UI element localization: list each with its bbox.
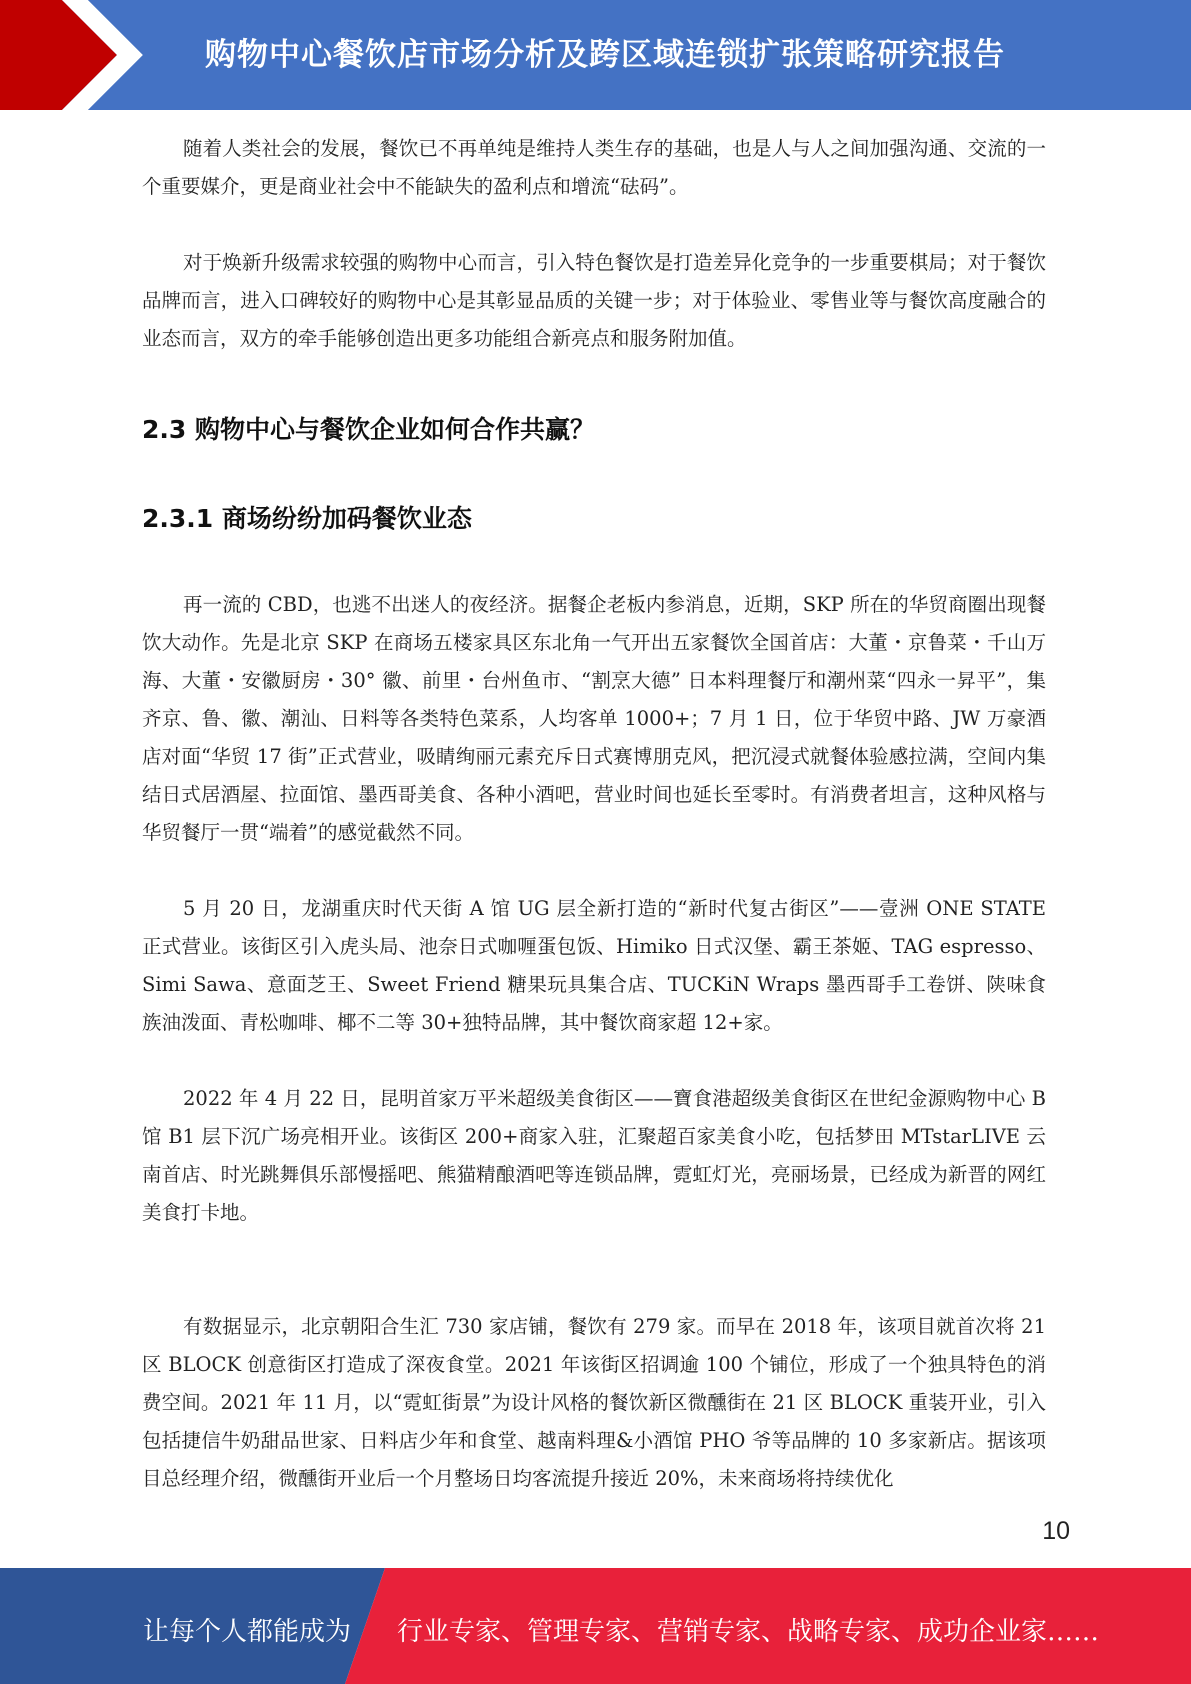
section-heading-2-3-1: 2.3.1 商场纷纷加码餐饮业态 — [142, 504, 472, 533]
paragraph-longfor: 5 月 20 日，龙湖重庆时代天街 A 馆 UG 层全新打造的“新时代复古街区”——壹洲 ONE STATE 正式营业。该街区引入虎头局、池奈日式咖喱蛋包饭、Himiko 日式汉堡、霸王茶姬、TAG espresso、Simi Sawa、意面芝王、Sweet Friend 糖果玩具集合店、TUCKiN Wraps 墨西哥手工卷饼、陕味食族油泼面、青松咖啡、椰不二等 30+独特品牌，其中餐饮商家超 12+家。 — [142, 897, 1046, 1034]
section-heading-2-3: 2.3 购物中心与餐饮企业如何合作共赢？ — [142, 415, 595, 444]
paragraph-kunming: 2022 年 4 月 22 日，昆明首家万平米超级美食街区——寶食港超级美食街区在世纪金源购物中心 B 馆 B1 层下沉广场亮相开业。该街区 200+商家入驻，汇聚超百家美食小吃，包括梦田 MTstarLIVE 云南首店、时光跳舞俱乐部慢摇吧、熊猫精酿酒吧等连锁品牌，霓虹灯光，亮丽场景，已经成为新晋的网红美食打卡地。 — [142, 1087, 1046, 1224]
paragraph-intro-1: 随着人类社会的发展，餐饮已不再单纯是维持人类生存的基础，也是人与人之间加强沟通、交流的一个重要媒介，更是商业社会中不能缺失的盈利点和增流“砝码”。 — [142, 137, 1046, 198]
paragraph-hesheng: 有数据显示，北京朝阳合生汇 730 家店铺，餐饮有 279 家。而早在 2018 年，该项目就首次将 21 区 BLOCK 创意街区打造成了深夜食堂。2021 年该街区招调逾 100 个铺位，形成了一个独具特色的消费空间。2021 年 11 月，以“霓虹街景”为设计风格的餐饮新区微醺街在 21 区 BLOCK 重装开业，引入包括捷信牛奶甜品世家、日料店少年和食堂、越南料理&小酒馆 PHO 爷等品牌的 10 多家新店。据该项目总经理介绍，微醺街开业后一个月整场日均客流提升接近 20%，未来商场将持续优化 — [142, 1315, 1046, 1490]
footer-slogan-left: 让每个人都能成为 — [143, 1617, 352, 1647]
footer-slogan-right: 行业专家、管理专家、营销专家、战略专家、成功企业家…… — [397, 1617, 1100, 1647]
page-number: 10 — [1042, 1517, 1070, 1545]
paragraph-skp: 再一流的 CBD，也逃不出迷人的夜经济。据餐企老板内参消息，近期，SKP 所在的华贸商圈出现餐饮大动作。先是北京 SKP 在商场五楼家具区东北角一气开出五家餐饮全国首店：大董・京鲁菜・千山万海、大董・安徽厨房・30° 徽、前里・台州鱼市、“割烹大德” 日本料理餐厅和潮州菜“四永一昇平”，集齐京、鲁、徽、潮汕、日料等各类特色菜系，人均客单 1000+；7 月 1 日，位于华贸中路、JW 万豪酒店对面“华贸 17 街”正式营业，吸睛绚丽元素充斥日式赛博朋克风，把沉浸式就餐体验感拉满，空间内集结日式居酒屋、拉面馆、墨西哥美食、各种小酒吧，营业时间也延长至零时。有消费者坦言，这种风格与华贸餐厅一贯“端着”的感觉截然不同。 — [142, 593, 1046, 844]
report-title: 购物中心餐饮店市场分析及跨区域连锁扩张策略研究报告 — [205, 37, 1005, 73]
paragraph-intro-2: 对于焕新升级需求较强的购物中心而言，引入特色餐饮是打造差异化竞争的一步重要棋局；对于餐饮品牌而言，进入口碑较好的购物中心是其彰显品质的关键一步；对于体验业、零售业等与餐饮高度融合的业态而言，双方的牵手能够创造出更多功能组合新亮点和服务附加值。 — [142, 251, 1046, 350]
page-content — [142, 130, 1046, 1498]
report-header — [0, 0, 1191, 110]
report-footer — [0, 1568, 1191, 1684]
header-arrow-icon — [0, 0, 160, 110]
